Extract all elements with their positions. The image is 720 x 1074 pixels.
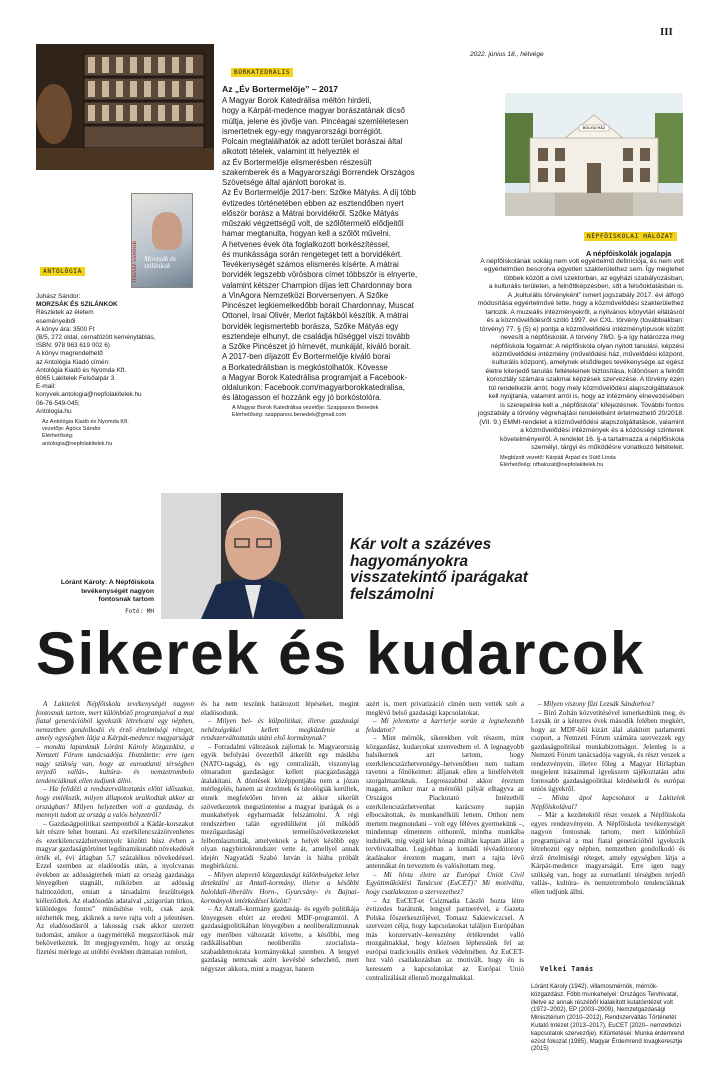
nepfoiskolai-line: nevesíti a népfőiskolát. A törvény 78/D. §-a így határozza meg <box>500 334 684 342</box>
nepfoiskolai-line: is szerepelnie kell a „népfőiskola” kifejezésnek. További fontos <box>500 401 684 409</box>
article-paragraph: – Mint mérnök, sikerekben volt részem, mint közgazdász, kudarcokat szenvedtem el. A legnagyobb balsikernek azt tartom, hogy ezerkilencszázhetvennégy–hetvenötben nem tudtam ravenni a főnökeimet: álljanak ellen a hitelfelvételt szorgalmazóknak. Legrosszabbul akkor éreztem magam, amikor mar a mérnöki pályát elhagyva az Országos Piackutató Intézetből ezerkilencszázhetvenhat karácsony napján elbocsátottak, és munkanélküli lettem. Otthon nem mertem megmondani – volt egy féléves gyermekünk –, mindennap elmentem otthonról, mintha munkába indulnék, míg végül két hónap múltán kaptam állást a tervhivatalban. Legjobban a komádi tévéadótorony átadásakor éreztem magam, mert a rajta lévő antennákat én terveztem és valósítottam meg. <box>366 734 524 871</box>
borkatedralis-line: hogy a Kárpát-medence magyar borászatának dicső <box>222 106 405 116</box>
nepfoiskolai-line: korosztály számára szakmai képzések szervezése. A törvény ezen <box>486 376 684 384</box>
borkatedralis-line: múltja, jelene és jövője van. Pincéagai szemléletesen <box>222 116 409 126</box>
borkatedralis-footer-email-link[interactable]: Elérhetőség: szappanos.benedek@gmail.com <box>232 412 347 419</box>
antologia-line: 6065 Lakitelek Felsőalpár 3. <box>36 375 116 383</box>
article-paragraph: – Már a kezdetektől részt veszek a Népfőiskola egyes rendezvényein. A Népfőiskola tevékenységét nagyon fontosnak tartom, mert különböző programjaival a mai fiatal generációból igyekszik létrehozni egy népben, nemzetben gondolkodó és érző értelmiségi réteget, amely egységben látja a Kárpát-medence magyarságát. Erre igen nagy szükség van, hogy az euroatlanti térségben terjedő vallás-, kultúra- és nemzetrombolo tendenciáknak ellen tudjunk állni. <box>531 811 685 897</box>
borkatedralis-line: a Magyar Borok Katedrálisa programjait a Facebook- <box>222 372 408 382</box>
antologia-line: ISBN: 978 963 619 002 6) <box>36 342 110 350</box>
book-cover-title: Morzsák és szilánkok <box>144 255 176 270</box>
article-paragraph: – Bíró Zoltán közvetítésével ismerkedtünk meg, és Lezsák úr a kétezres évek második felében megkért, hogy az MDF-ből kizárt álal alakított parlamenti csoport, a Nemzeti Fórum számára szervezzek egy gazdaságpolitikai munkabizottságot. Jelenleg is a Nemzeti Fórum tanácsadója vagyok, és részt veszek a rendezvényein, illetve főleg a Magyar Hírlapban megjelent írásaimmal igyekszem tájékoztatást adni fontosabb gazdaságpolitikai kérdésekről és európai uniós ügyekről. <box>531 708 685 794</box>
article-paragraph: – Az Antall–kormány gazdaság- és egyéb politikája lényegesen eltért az eredeti MDF-programtól. A gazdaságpolitikában lényegében a neoliberalizmusnak egy merőben változatát követte, a későbbi, meg radikálisabban neoliberális szocialista–szabaddemokrata kormányokkal szemben. A lengyel gazdaság nemcsak azért kevésbé sebezhető, mert négyszer akkora, mint a magyar, hanem <box>201 905 359 973</box>
borkatedralis-line: valamint kétszer Champion díjas lett Chardonnay bora <box>222 280 412 290</box>
antologia-website-link[interactable]: Antologia.hu <box>36 407 72 415</box>
nepfoiskolai-line: (VII. 9.) EMMI-rendelet a közművelődési alapszolgáltatások, valamint <box>479 418 684 426</box>
antologia-footer-line: Elérhetőség: <box>42 433 74 440</box>
nepfoiskolai-line: módosítása egyértelművé tette, hogy a közművelődési szakterülethez <box>477 300 684 308</box>
article-headline: Sikerek és kudarcok <box>36 620 645 687</box>
issue-date: 2022. június 18., hétvége <box>470 51 544 58</box>
borkatedralis-line: Polcain megtalálhatók az adott terület borászai által <box>222 137 403 146</box>
borkatedralis-line: hamar megtanulta, hogyan kell a szőlőt művelni. <box>222 229 391 239</box>
borkatedralis-line: a Borkatedrálisban is megkóstolhatók. Kövesse <box>222 362 388 372</box>
antologia-line: Juhász Sándor: <box>36 293 81 300</box>
borkatedralis-line: és látogasson el hozzánk egy jó borkóstolóra. <box>222 393 382 403</box>
portrait-caption: Lóránt Károly: A Népfőiskola tevékenységét nagyon fontosnak tartom <box>60 579 154 604</box>
book-cover-portrait <box>152 212 182 250</box>
article-question: – Mi jelentette a karrierje során a legnehezebb feladatot? <box>366 717 524 734</box>
nepfoiskolai-line: tartozik. A muzeális intézményekről, a nyilvános könyvtári ellátásról <box>485 308 684 316</box>
nepfoiskolai-line: törvény) 77. § (5) e) pontja a közművelődési intézménytípusok között <box>479 325 684 333</box>
borkatedralis-facebook-link[interactable]: oldalunkon: Facebook.com/magyarborokkatedralisa, <box>222 383 405 392</box>
borkatedralis-line: A Magyar Borok Katedrálisa méltón hirdeti, <box>222 96 372 105</box>
antologia-footer-email-link[interactable]: antologia@nepfolakitelek.hu <box>42 440 113 447</box>
nepfoiskolai-kicker: NÉPFŐISKOLAI HÁLÓZAT <box>584 232 677 241</box>
borkatedralis-line: az Év Bortermelője elismerésben részesült <box>222 157 372 167</box>
antologia-line: Antológia Kiadó és Nyomda Kft. <box>36 366 127 374</box>
article-deck: Kár volt a százéves hagyományokra visszatekintő iparágakat felszámolni <box>350 536 528 603</box>
nepfoiskolai-line: többek között a civil szektorban, az egyházi szabályozásban, <box>503 274 684 282</box>
borkatedralis-line: Az Év Bortermelője 2017-ben: Szőke Mátyás. A díj több <box>222 188 416 198</box>
article-paragraph: és ha nem teszünk határozott lépéseket, megint eladósodunk. <box>201 700 359 717</box>
antologia-info <box>36 293 216 448</box>
article-question: – Mi hívta életre az Európai Uniót Civil Együttműködési Tanácsot (EuCET)? Mi motiválta, hogy csatlakozzon a szervezethez? <box>366 870 524 897</box>
borkatedralis-line: először borász a Mátrai borvidékről. Szőke Mátyás <box>222 208 399 218</box>
nepfoiskolai-line: a közművelődési intézmények és a közösségi szinterek <box>520 427 684 435</box>
borkatedralis-line: alkotott tételek, valamint itt helyezték el <box>222 147 359 157</box>
borkatedralis-title: Az „Év Bortermelője” – 2017 <box>222 84 339 94</box>
nepfoiskolai-line: és a közművelődésről szóló 1997. évi CXL. törvény (továbbiakban: <box>486 317 684 325</box>
borkatedralis-line: Tevékenységét számos elismerés kísérte. A mátrai <box>222 260 399 269</box>
article-byline: Velkei Tamás <box>540 965 594 973</box>
article-paragraph: azért is, mert privatizáció címén nem vették szét a meglévő belső gazdasági kapcsolatokat. <box>366 700 524 717</box>
nepfoiskolai-line: A népfőiskolának sokáig nem volt egyértelmű definíciója, és nem volt <box>480 258 684 265</box>
bolyai-house-sign: BOLYAI HÁZ <box>582 126 606 130</box>
antologia-line: az Antológia Kiadó címén: <box>36 358 110 366</box>
borkatedralis-line: szakemberek és a Magyarországi Borrendek Országos <box>222 167 415 177</box>
article-paragraph: A Lakitelek Népfőiskola tevékenységét nagyon fontosnak tartom, mert különböző programjaival a mai fiatal generációból igyekszik létrehozni egy népben, nemzetben gondolkodó és érző értelmiségi réteget, amely egységben látja a Kárpát-medence magyarságát – mondta lapunknak Lóránt Károly közgazdász, a Nemzeti Fórum tanácsadója. Hozzátette: erre igen nagy szükség van, hogy az euroatlanti térségben terjedő vallás-, kultúra- és nemzetrombolo tendenciáknak ellen tudjunk állni. <box>36 700 194 785</box>
article-column-2 <box>201 700 359 974</box>
article-column-3 <box>366 700 524 982</box>
book-cover-author: JUHÁSZ SÁNDOR <box>133 240 138 283</box>
borkatedralis-line: A 2017-ben díjazott Év Bortermelője kiváló borai <box>222 352 391 362</box>
borkatedralis-line: ismertetnek egy-egy magyarországi borrégiót. <box>222 126 383 136</box>
borkatedralis-line: borvidék legismertebb borásza, Szőke Mátyás egy <box>222 321 399 331</box>
nepfoiskolai-title: A népfőiskolák jogalapja <box>586 249 672 258</box>
page-number: III <box>660 26 673 38</box>
nepfoiskolai-body <box>432 258 684 452</box>
article-question: – Ha felidézi a rendszerváltoztatás előtti időszakot, hogy emlékszik, milyen állapotok uralkodtak akkor az országban? Milyen helyzetben volt a gazdaság, és mennyit tudott az ország a valós helyzetről? <box>36 785 194 820</box>
antologia-kicker: ANTOLÓGIA <box>40 267 85 276</box>
article-column-1 <box>36 700 194 956</box>
borkatedralis-footer-line: A Magyar Borok Katedrálisa vezetője: Szappanos Benedek <box>232 405 379 411</box>
photo-credit: Fotó: MH <box>125 608 154 615</box>
antologia-book-title: MORZSÁK ÉS SZILÁNKOK <box>36 301 118 309</box>
borkatedralis-line: borvidék legszebb vörösbora címet többször is elnyerte, <box>222 270 418 280</box>
antologia-line: E-mail: <box>36 383 56 391</box>
borkatedralis-line: évtizedes történetében ebben az esztendőben nyert <box>222 198 404 208</box>
nepfoiskolai-line: személyi, tárgyi és működésre vonatkozó feltételeit. <box>531 443 684 451</box>
article-paragraph: – Gazdaságpolitikai szempontból a Kádár-korszakot két részre lehet bontani. Az ezerkilencszázötvenhetes és ezerkilencszázhetvennyolc közötti húsz évben a magyar gazdaságtörténet legdinamikusabb növekedését érték el, évi átlagban 5,7 százalékos növekedéssel. Ezzel szemben az eladósodás után, a nyolcvanas években az adósságterhek miatt az ország gazdasága lényegében stagnált, miközben az adósság halmozódott, emiatt a társadalmi feszültségek kiéleződtek. Az eladósodás adataival „szigorúan titkos, különleges fontos” minősítése volt, csak azok nézhették meg, akiknek a neve rajta volt a jelentésen. Az eladósodásról a lakosság csak akkor szerzett tudomást, amikor a nagymértékű megszorítások már bekövetkeztek. Itt megjegyezném, hogy az ország fizetési mérlege az utóbbi években drámaian romlott, <box>36 819 194 956</box>
nepfoiskolai-footer-email-link[interactable]: Elérhetőség: nfhalozat@nepfolakitelek.hu <box>500 462 604 469</box>
borkatedralis-line: Pincészet legkiemelkedőbb borait Chardonnay, Muscat <box>222 301 414 310</box>
lorant-karoly-portrait <box>161 493 343 619</box>
author-bio: Lóránt Károly (1942), villamosmérnök, mérnök-közgazdász. Főbb munkahelyei: Országos Tervhivatal, illetve az annak részébőI kialakított kutatóintézet volt (1972–2002), EP (2003–2009), Nemzetgazdasági Minisztérium (2010–2012), Rendszerváltás Történetét Kutató Intézet (2013–2017), EuCET (2020– nemzetközi kapcsolatok szervezője). Kitüntetései: Munka érdemrend ezüst fokozat (1985), Magyar Érdemrend lovagkeresztje (2015) <box>531 983 685 1053</box>
article-column-4 <box>531 700 685 897</box>
nepfoiskolai-line: népfőiskola fogalmát: A népfőiskola olyan nyitott tanulási, képzési <box>490 342 684 350</box>
nepfoiskolai-line: követelményeiről. A rendelet 16. §-a tartalmazza a népfőiskola <box>499 435 684 443</box>
nepfoiskolai-footer-line: Megbízott vezető: Kárpáti Árpád és Sütő Linda <box>500 455 616 461</box>
nepfoiskolai-line: A „kulturális törvényként” ismert jogszabály 2017. évi átfogó <box>507 291 684 299</box>
borkatedralis-line: esztendeje elhunyt, de családja hűséggel viszi tovább <box>222 331 410 341</box>
antologia-line: 06-76-549-045; <box>36 399 80 407</box>
borkatedralis-line: műszaki végzettségű volt, de szőlőtermelő elődjeitől <box>222 219 404 228</box>
article-question: – Milyen bel- és külpolitikai, illetve gazdasági nehézségekkel kellett megküzdenie a rendszerváltoztatás utáni első kormánynak? <box>201 717 359 743</box>
antologia-email-link[interactable]: konyvek.antologia@nepfolakitelek.hu <box>36 391 142 399</box>
borkatedralis-line: a VinAgora Nemzetközi Borversenyen. A Szőke <box>222 290 389 300</box>
article-paragraph: – Forradalmi változások zajlottak le. Magyarország egyik befolyási övezetből átkerült egy másikba (NATO-tagság), és egy centralizált, viszonylag elmaradott gazdaságot kellett piacgazdasággá átalakítani. A döntések középpontjába nem a józan mérlegelés, hanem az érzelmek és ideológiák kerültek, ennek megfelelően hiven az akkor sikerült szövetkezetek megszüntetése a magyar iparágak és a munkahelyek egyharmadát felszámolni. A régi rendszerben talán egyedüliként jól működő mezőgazdasági termelőszövetkezeteket felbomlasztották, amelyeknek a helyét később egy olyan nagybirtokrendszer vette át, amellyel annak idején Nagyatádi Szabó István is hiába próbált megbirkózni. <box>201 742 359 871</box>
borkatedralis-kicker: BORKATEDRÁLIS <box>231 68 293 77</box>
nepfoiskolai-line: kulturális központ), amelynek elsődleges tevékenysége az egész <box>492 359 684 367</box>
nepfoiskolai-line: jogszabály a törvény végrehajtási rendeletként értelmezhető 20/2018. <box>478 410 684 418</box>
nepfoiskolai-line: közművelődési intézmény (művelődési ház, művelődési központ, <box>492 350 684 358</box>
borkatedralis-line: Szövetsége által ajánlott borokat is. <box>222 178 347 187</box>
antologia-line: A könyv ára: 3500 Ft <box>36 325 95 333</box>
antologia-line: A könyv megrendelhető <box>36 350 103 358</box>
nepfoiskolai-line: életre kiterjedő tanulás feltételeinek biztosítása, különösen a felnőtt <box>485 367 684 375</box>
antologia-footer-line: Az Antológia Kiadó és Nyomda Kft. <box>42 419 129 426</box>
nepfoiskolai-footer <box>500 455 684 469</box>
book-cover <box>131 193 193 288</box>
borkatedralis-line: és munkássága során rengeteget tett a borvidékért. <box>222 249 403 259</box>
nepfoiskolai-line: a kulturális területen, a felnőttképzésben, sőt a felsőoktatásban is. <box>488 283 684 291</box>
borkatedralis-line: A hetvenes évek óta foglalkozott borkészítéssel, <box>222 239 390 249</box>
article-paragraph: – Az EuCET-et Csizmadia László hozta létre évtizedes barátunk, lengyel partnerével, a Gazeta Polska főszerkesztőjével, Tomasz Sakiewiczcsel. A szervezet célja, hogy kapcsolatokat találjon Európában más konzervatív–keresztény értékrendet valló mozgalmakkal, hogy közösen léphessünk fel az európai tradicionális értékek védelmében. Az EuCET-hez való csatlakozásban az motivált, hogy én is keressem a kapcsolatokat az Európai Unió centralizálását ellenző mozgalmakkal. <box>366 896 524 982</box>
borkatedralis-line: Ottonel, Irsai Olivér, Merlot fajtákból készítik. A mátrai <box>222 311 409 321</box>
antologia-line: (B/5, 272 oldal, cérnafűzött keménytáblás, <box>36 334 156 342</box>
antologia-footer-line: vezetője: Agócs Sándor <box>42 426 101 433</box>
wine-barrels-photo <box>36 44 214 170</box>
antologia-line: Részletek az életem <box>36 309 94 317</box>
antologia-line: eseményeiből <box>36 317 76 325</box>
article-question: – Milyen alapvető közgazdasági különbségeket lehet detektálni az Antall-kormány, illetve a későbbi baloldali-liberális Horn-, Gyurcsány- és Bajnai-kormányok intézkedései között? <box>201 870 359 905</box>
nepfoiskolai-line: túl rendelkezik arról, hogy mely közművelődési alapszolgáltatások <box>488 384 684 392</box>
nepfoiskolai-line: kell nyújtania, valamint arról is, hogy az intézmény elnevezésében <box>488 393 684 401</box>
nepfoiskolai-line: egyértelműen besorolva egyetlen szakterülethez sem. Így meglehet <box>484 266 684 274</box>
bolyai-house-photo <box>505 93 683 216</box>
article-question: – Milyen viszony fűzi Lezsák Sándorhoz? <box>538 700 655 708</box>
borkatedralis-line: a Szőke Pincészet jó hírnevét, munkáját, kiváló borait. <box>222 342 412 351</box>
article-question: – Mióta ápol kapcsolatot a Lakitelek Népfőiskolával? <box>531 794 685 811</box>
